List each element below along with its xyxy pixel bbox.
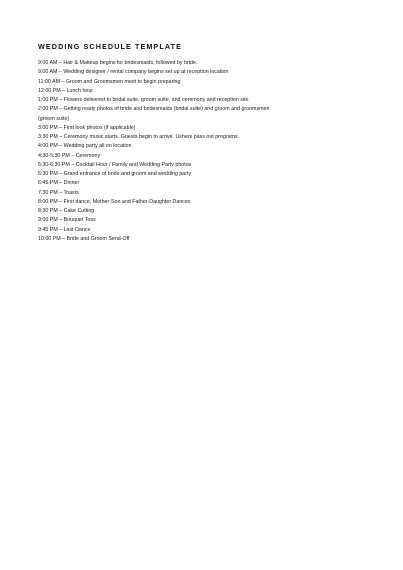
schedule-line: 12:00 PM – Lunch hour <box>38 87 94 94</box>
schedule-line: 7:30 PM – Toasts <box>38 189 79 196</box>
document-title: WEDDING SCHEDULE TEMPLATE <box>38 42 182 51</box>
schedule-line: 4:00 PM – Wedding party all on location <box>38 143 132 150</box>
schedule-line: 6:30 PM – Grand entrance of bride and groom and wedding party <box>38 171 192 177</box>
schedule-line: 2:00 PM – Getting ready photos of bride and bridesmaids (bridal suite) and groom and groomsmen <box>38 106 270 113</box>
schedule-line: 9:45 PM – Last Dance <box>38 226 91 233</box>
schedule-line: (groom suite) <box>38 115 70 122</box>
schedule-line: 5:30-6:30 PM – Cocktail Hour / Family and Wedding Party photos <box>38 161 192 168</box>
schedule-line: 1:00 PM – Flowers delivered to bridal suite, groom suite, and ceremony and reception site <box>38 97 249 103</box>
schedule-line: 6:45 PM – Dinner <box>38 180 80 187</box>
schedule-line: 8:30 PM – Cake Cutting <box>38 208 95 214</box>
schedule-line: 9:00 AM – Wedding designer / rental company begins set up at reception location <box>38 69 229 76</box>
schedule-line: 9:00 AM – Hair & Makeup begins for bridesmaids, followed by bride. <box>38 60 198 66</box>
schedule-line: 11:00 AM – Groom and Groomsmen meet to begin preparing <box>38 78 181 85</box>
schedule-line: 4:30-5:30 PM – Ceremony <box>38 152 101 159</box>
schedule-list <box>38 59 368 244</box>
schedule-line: 3:00 PM – First look photos (if applicable) <box>38 124 136 131</box>
schedule-line: 3:30 PM – Ceremony music starts. Guests begin to arrive. Ushers pass out programs. <box>38 134 240 140</box>
schedule-line: 8:00 PM – First dance, Mother-Son and Father-Daughter Dances <box>38 198 191 205</box>
schedule-line: 10:00 PM – Bride and Groom Send-Off <box>38 235 130 242</box>
schedule-line: 9:00 PM – Bouquet Toss <box>38 217 96 224</box>
